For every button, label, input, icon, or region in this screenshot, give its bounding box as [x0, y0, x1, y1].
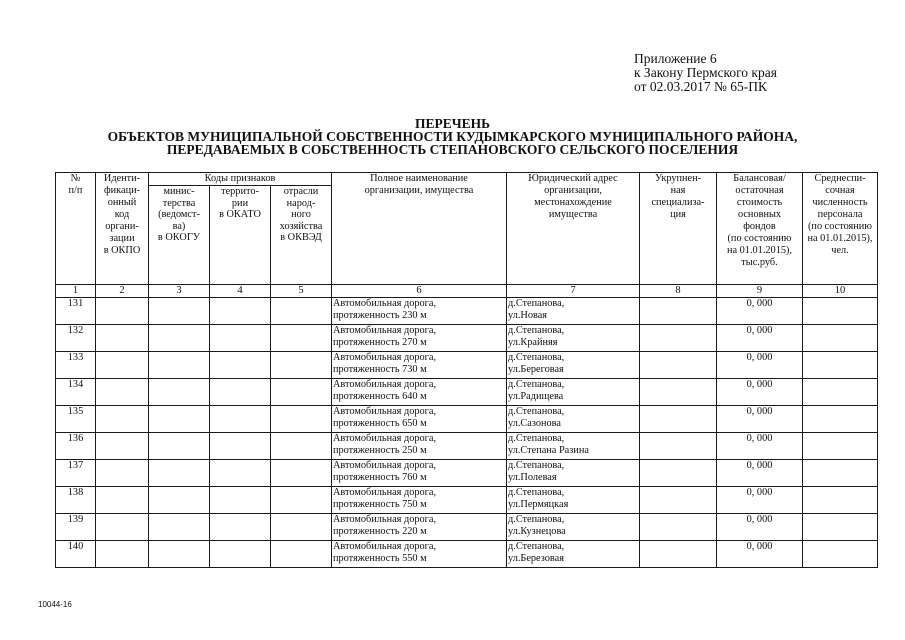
- address-cell-line: ул.Радищева: [508, 391, 564, 402]
- header-col-name: [332, 173, 507, 285]
- name-cell-line: протяженность 730 м: [333, 364, 427, 375]
- headcount-cell: [803, 433, 878, 460]
- header-col-okogu: [149, 186, 210, 285]
- column-number-cell: 7: [507, 285, 640, 298]
- address-cell-line: д.Степанова,: [508, 298, 565, 309]
- okpo-cell: [96, 379, 149, 406]
- header-line: код: [114, 209, 130, 220]
- okved-cell: [271, 541, 332, 568]
- okved-cell: [271, 487, 332, 514]
- header-line: ция: [670, 209, 686, 220]
- address-cell-line: д.Степанова,: [508, 352, 565, 363]
- name-cell-line: Автомобильная дорога,: [333, 298, 437, 309]
- okato-cell: [210, 460, 271, 487]
- row-number-cell: [56, 514, 96, 541]
- header-line: Балансовая/: [733, 173, 786, 184]
- okpo-cell: [96, 541, 149, 568]
- okpo-cell: [96, 433, 149, 460]
- column-number-cell: 9: [717, 285, 803, 298]
- okogu-cell: [149, 460, 210, 487]
- specialization-cell: [640, 541, 717, 568]
- name-cell-line: Автомобильная дорога,: [333, 325, 437, 336]
- address-cell: [507, 487, 640, 514]
- address-cell-line: д.Степанова,: [508, 433, 565, 444]
- name-cell: [332, 406, 507, 433]
- header-line: Среднеспи-: [814, 173, 866, 184]
- name-cell: [332, 379, 507, 406]
- address-cell-line: ул.Береговая: [508, 364, 564, 375]
- address-cell: [507, 379, 640, 406]
- address-cell-line: ул.Полевая: [508, 472, 557, 483]
- okogu-cell: [149, 541, 210, 568]
- address-cell-line: ул.Березовая: [508, 553, 564, 564]
- row-number-cell: [56, 298, 96, 325]
- header-line: ная: [670, 185, 686, 196]
- header-line: чел.: [831, 245, 849, 256]
- okato-cell: [210, 352, 271, 379]
- header-line: Полное наименование: [370, 173, 468, 184]
- address-cell-line: д.Степанова,: [508, 379, 565, 390]
- column-number-cell: 10: [803, 285, 878, 298]
- row-number-cell-line: 136: [67, 433, 84, 444]
- header-line: п/п: [68, 185, 83, 196]
- header-line: зации: [109, 233, 135, 244]
- specialization-cell: [640, 325, 717, 352]
- okato-cell: [210, 487, 271, 514]
- row-number-cell: [56, 541, 96, 568]
- column-number-cell: 4: [210, 285, 271, 298]
- specialization-cell: [640, 298, 717, 325]
- header-line: стоимость: [736, 197, 783, 208]
- okato-cell: [210, 541, 271, 568]
- row-number-cell-line: 133: [67, 352, 84, 363]
- book-value-cell: [717, 379, 803, 406]
- header-line: местонахождение: [534, 197, 612, 208]
- name-cell-line: Автомобильная дорога,: [333, 514, 437, 525]
- name-cell: [332, 433, 507, 460]
- okogu-cell: [149, 379, 210, 406]
- specialization-cell: [640, 487, 717, 514]
- appendix-note: [634, 52, 777, 94]
- address-cell: [507, 514, 640, 541]
- name-cell: [332, 298, 507, 325]
- title-line-3: ПЕРЕДАВАЕМЫХ В СОБСТВЕННОСТЬ СТЕПАНОВСКОГО СЕЛЬСКОГО ПОСЕЛЕНИЯ: [166, 142, 739, 157]
- book-value-cell: [717, 352, 803, 379]
- book-value-cell-line: 0, 000: [746, 298, 773, 309]
- appendix-line-2: к Закону Пермского края: [634, 65, 777, 80]
- name-cell: [332, 325, 507, 352]
- column-number-cell: 2: [96, 285, 149, 298]
- address-cell: [507, 352, 640, 379]
- okogu-cell: [149, 352, 210, 379]
- name-cell-line: Автомобильная дорога,: [333, 379, 437, 390]
- row-number-cell: [56, 406, 96, 433]
- address-cell-line: ул.Пермяцкая: [508, 499, 569, 510]
- title-line-1: ПЕРЕЧЕНЬ: [414, 116, 491, 131]
- book-value-cell: [717, 487, 803, 514]
- name-cell: [332, 514, 507, 541]
- table-row: [56, 433, 878, 460]
- header-line: специализа-: [651, 197, 705, 208]
- header-line: остаточная: [735, 185, 784, 196]
- name-cell-line: протяженность 220 м: [333, 526, 427, 537]
- row-number-cell-line: 134: [67, 379, 84, 390]
- name-cell-line: Автомобильная дорога,: [333, 487, 437, 498]
- header-line: Иденти-: [103, 173, 141, 184]
- book-value-cell-line: 0, 000: [746, 352, 773, 363]
- address-cell-line: ул.Новая: [508, 310, 548, 321]
- header-col-book-value: [717, 173, 803, 285]
- property-table: [55, 172, 878, 568]
- okpo-cell: [96, 487, 149, 514]
- specialization-cell: [640, 433, 717, 460]
- header-line: фондов: [743, 221, 776, 232]
- okpo-cell: [96, 352, 149, 379]
- document-code: 10044-16: [38, 600, 72, 609]
- row-number-cell-line: 139: [67, 514, 84, 525]
- table-row: [56, 298, 878, 325]
- header-line: в ОКАТО: [219, 209, 261, 220]
- book-value-cell-line: 0, 000: [746, 541, 773, 552]
- row-number-cell: [56, 460, 96, 487]
- header-line: ного: [291, 209, 311, 220]
- address-cell: [507, 406, 640, 433]
- name-cell-line: протяженность 550 м: [333, 553, 427, 564]
- headcount-cell: [803, 514, 878, 541]
- specialization-cell: [640, 379, 717, 406]
- headcount-cell: [803, 541, 878, 568]
- header-line: Укрупнен-: [654, 173, 702, 184]
- row-number-cell-line: 140: [67, 541, 84, 552]
- header-line: тыс.руб.: [741, 257, 778, 268]
- header-line: персонала: [817, 209, 863, 220]
- header-col-specialization: [640, 173, 717, 285]
- address-cell-line: ул.Степана Разина: [508, 445, 589, 456]
- header-line: минис-: [163, 186, 195, 197]
- okogu-cell: [149, 298, 210, 325]
- specialization-cell: [640, 352, 717, 379]
- row-number-cell-line: 138: [67, 487, 84, 498]
- name-cell: [332, 460, 507, 487]
- headcount-cell: [803, 406, 878, 433]
- address-cell: [507, 433, 640, 460]
- header-line: террито-: [221, 186, 259, 197]
- header-line: рии: [231, 197, 249, 209]
- header-line: №: [70, 173, 81, 184]
- header-group-codes: Коды признаков: [149, 173, 332, 186]
- name-cell-line: Автомобильная дорога,: [333, 541, 437, 552]
- header-line: организации, имущества: [364, 185, 474, 196]
- name-cell: [332, 541, 507, 568]
- specialization-cell: [640, 460, 717, 487]
- header-col-okved: [271, 186, 332, 285]
- okved-cell: [271, 514, 332, 541]
- book-value-cell: [717, 460, 803, 487]
- okato-cell: [210, 514, 271, 541]
- header-col-okato: [210, 186, 271, 285]
- address-cell-line: ул.Кузнецова: [508, 526, 566, 537]
- okato-cell: [210, 379, 271, 406]
- headcount-cell: [803, 298, 878, 325]
- address-cell-line: д.Степанова,: [508, 460, 565, 471]
- row-number-cell: [56, 379, 96, 406]
- table-row: [56, 379, 878, 406]
- okved-cell: [271, 352, 332, 379]
- okved-cell: [271, 298, 332, 325]
- table-row: [56, 487, 878, 514]
- okogu-cell: [149, 406, 210, 433]
- name-cell-line: протяженность 760 м: [333, 472, 427, 483]
- book-value-cell-line: 0, 000: [746, 433, 773, 444]
- row-number-cell-line: 137: [67, 460, 84, 471]
- okogu-cell: [149, 325, 210, 352]
- address-cell-line: д.Степанова,: [508, 325, 565, 336]
- header-line: в ОКОГУ: [157, 232, 201, 243]
- okato-cell: [210, 433, 271, 460]
- title-line-2: ОБЪЕКТОВ МУНИЦИПАЛЬНОЙ СОБСТВЕННОСТИ КУДЫМКАРСКОГО МУНИЦИПАЛЬНОГО РАЙОНА,: [107, 129, 798, 144]
- okato-cell: [210, 325, 271, 352]
- book-value-cell-line: 0, 000: [746, 487, 773, 498]
- address-cell: [507, 460, 640, 487]
- header-line: онный: [107, 197, 137, 208]
- name-cell-line: протяженность 750 м: [333, 499, 427, 510]
- header-line: народ-: [286, 197, 316, 209]
- header-line: фикаци-: [103, 185, 141, 196]
- document-title: [0, 117, 905, 156]
- header-line: на 01.01.2015),: [727, 245, 792, 256]
- okved-cell: [271, 325, 332, 352]
- name-cell-line: протяженность 640 м: [333, 391, 427, 402]
- name-cell: [332, 352, 507, 379]
- address-cell-line: д.Степанова,: [508, 406, 565, 417]
- header-line: органи-: [105, 221, 139, 232]
- okved-cell: [271, 406, 332, 433]
- address-cell-line: ул.Крайняя: [508, 337, 558, 348]
- header-col-address: [507, 173, 640, 285]
- book-value-cell-line: 0, 000: [746, 514, 773, 525]
- header-line: отрасли: [283, 186, 319, 197]
- row-number-cell: [56, 325, 96, 352]
- name-cell-line: Автомобильная дорога,: [333, 352, 437, 363]
- okato-cell: [210, 406, 271, 433]
- okpo-cell: [96, 298, 149, 325]
- okved-cell: [271, 460, 332, 487]
- header-line: терства: [162, 197, 196, 209]
- okogu-cell: [149, 514, 210, 541]
- headcount-cell: [803, 487, 878, 514]
- headcount-cell: [803, 379, 878, 406]
- header-line: ва): [172, 220, 186, 232]
- header-line: сочная: [825, 185, 855, 196]
- specialization-cell: [640, 406, 717, 433]
- table-row: [56, 352, 878, 379]
- book-value-cell: [717, 514, 803, 541]
- appendix-line-3: от 02.03.2017 № 65-ПК: [634, 79, 767, 94]
- header-line: основных: [737, 209, 782, 220]
- headcount-cell: [803, 460, 878, 487]
- headcount-cell: [803, 352, 878, 379]
- okved-cell: [271, 433, 332, 460]
- okpo-cell: [96, 460, 149, 487]
- row-number-cell: [56, 433, 96, 460]
- appendix-line-1: Приложение 6: [634, 51, 717, 66]
- header-line: Юридический адрес: [528, 173, 618, 184]
- column-number-cell: 6: [332, 285, 507, 298]
- address-cell: [507, 298, 640, 325]
- address-cell-line: ул.Сазонова: [508, 418, 561, 429]
- book-value-cell: [717, 406, 803, 433]
- okpo-cell: [96, 406, 149, 433]
- row-number-cell: [56, 352, 96, 379]
- header-line: в ОКПО: [103, 245, 141, 256]
- row-number-cell-line: 131: [67, 298, 84, 309]
- name-cell-line: Автомобильная дорога,: [333, 433, 437, 444]
- name-cell-line: протяженность 270 м: [333, 337, 427, 348]
- table-row: [56, 514, 878, 541]
- name-cell-line: Автомобильная дорога,: [333, 460, 437, 471]
- okpo-cell: [96, 325, 149, 352]
- book-value-cell-line: 0, 000: [746, 406, 773, 417]
- book-value-cell: [717, 325, 803, 352]
- header-line: имущества: [548, 209, 598, 220]
- column-number-cell: 5: [271, 285, 332, 298]
- address-cell-line: д.Степанова,: [508, 541, 565, 552]
- address-cell: [507, 325, 640, 352]
- header-col-headcount: [803, 173, 878, 285]
- okved-cell: [271, 379, 332, 406]
- row-number-cell-line: 135: [67, 406, 84, 417]
- column-number-cell: 1: [56, 285, 96, 298]
- column-number-cell: 3: [149, 285, 210, 298]
- book-value-cell: [717, 298, 803, 325]
- address-cell-line: д.Степанова,: [508, 487, 565, 498]
- header-col-number: [56, 173, 96, 285]
- table-row: [56, 460, 878, 487]
- header-line: (по состоянию: [727, 233, 792, 244]
- row-number-cell: [56, 487, 96, 514]
- header-col-okpo: [96, 173, 149, 285]
- book-value-cell-line: 0, 000: [746, 325, 773, 336]
- okpo-cell: [96, 514, 149, 541]
- header-line: (ведомст-: [158, 209, 200, 220]
- name-cell-line: протяженность 230 м: [333, 310, 427, 321]
- header-line: организации,: [544, 185, 602, 196]
- name-cell-line: Автомобильная дорога,: [333, 406, 437, 417]
- book-value-cell: [717, 541, 803, 568]
- header-line: (по состоянию: [808, 221, 872, 232]
- okogu-cell: [149, 487, 210, 514]
- headcount-cell: [803, 325, 878, 352]
- name-cell-line: протяженность 250 м: [333, 445, 427, 456]
- row-number-cell-line: 132: [67, 325, 84, 336]
- name-cell-line: протяженность 650 м: [333, 418, 427, 429]
- book-value-cell-line: 0, 000: [746, 379, 773, 390]
- specialization-cell: [640, 514, 717, 541]
- header-line: в ОКВЭД: [280, 232, 322, 243]
- address-cell: [507, 541, 640, 568]
- header-line: на 01.01.2015),: [807, 233, 873, 244]
- address-cell-line: д.Степанова,: [508, 514, 565, 525]
- okato-cell: [210, 298, 271, 325]
- column-number-cell: 8: [640, 285, 717, 298]
- column-number-row: [56, 285, 878, 298]
- book-value-cell-line: 0, 000: [746, 460, 773, 471]
- book-value-cell: [717, 433, 803, 460]
- header-line: численность: [812, 197, 868, 208]
- header-line: хозяйства: [279, 220, 323, 232]
- table-row: [56, 406, 878, 433]
- table-row: [56, 541, 878, 568]
- table-row: [56, 325, 878, 352]
- name-cell: [332, 487, 507, 514]
- okogu-cell: [149, 433, 210, 460]
